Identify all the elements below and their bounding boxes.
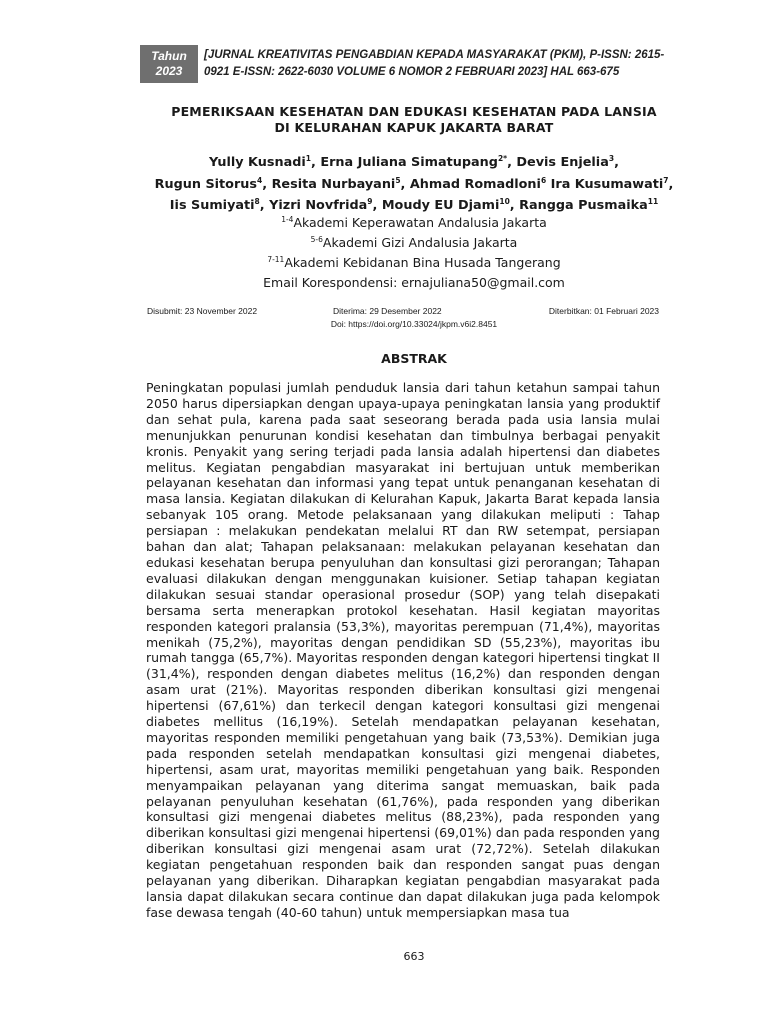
author-line-1: Yully Kusnadi$^1$, Erna Juliana Simatupang$^{2*}$, Devis Enjelia$^3$, <box>209 154 619 170</box>
affiliation <box>120 251 708 271</box>
affiliation <box>120 231 708 251</box>
author-mark: 3 <box>608 154 615 163</box>
author-name: Devis Enjelia <box>516 155 609 170</box>
submission-dates <box>147 306 659 318</box>
author-list <box>120 150 708 215</box>
affiliation-mark: 5-6 <box>310 235 323 244</box>
author-name: Resita Nurbayani <box>271 176 396 192</box>
year-badge <box>140 45 198 83</box>
author-line-3: Iis Sumiyati$^8$, Yizri Novfrida$^9$, Moudy EU Djami$^{10}$, Rangga Pusmaika$^{11}$ <box>169 197 659 213</box>
title-line-1: PEMERIKSAAN KESEHATAN DAN EDUKASI KESEHATAN PADA LANSIA <box>171 104 657 119</box>
author-name: Yully Kusnadi <box>209 155 306 170</box>
author-mark: 5 <box>395 175 401 185</box>
submitted-date: Disubmit: 23 November 2022 <box>147 306 258 316</box>
author-name: Ahmad Romadloni <box>409 176 541 192</box>
year-value: 2023 <box>155 64 183 78</box>
author-name: Yizri Novfrida <box>269 198 368 213</box>
affiliation-mark: 1-4 <box>281 215 294 224</box>
affiliation-name: Akademi Kebidanan Bina Husada Tangerang <box>284 255 561 270</box>
author-line-2: Rugun Sitorus$^4$, Resita Nurbayani$^5$, Ahmad Romadloni$^6$ Ira Kusumawati$^7$, <box>154 175 674 192</box>
doi-link[interactable]: Doi: https://doi.org/10.33024/jkpm.v6i2.8451 <box>330 319 498 329</box>
accepted-date: Diterima: 29 Desember 2022 <box>333 306 442 316</box>
author-name: Rugun Sitorus <box>154 176 258 192</box>
affiliation-name: Akademi Gizi Andalusia Jakarta <box>322 235 518 250</box>
published-date: Diterbitkan: 01 Februari 2023 <box>548 306 659 316</box>
author-name: Rangga Pusmaika <box>519 198 648 213</box>
affiliation-mark: 7-11 <box>267 255 285 264</box>
author-mark: 11 <box>647 197 659 206</box>
abstract-body: Peningkatan populasi jumlah penduduk lansia dari tahun ketahun sampai tahun 2050 harus dipersiapkan dengan upaya-upaya peningkatan lansia yang produktif dan sehat pula, karena pada saat seseorang berada pada usia lansia mulai menunjukkan penurunan kondisi kesehatan dan timbulnya berbagai penyakit kronis. Penyakit yang sering terjadi pada lansia adalah hipertensi dan diabetes melitus. Kegiatan pengabdian masyarakat ini bertujuan untuk memberikan pelayanan kesehatan dan informasi yang tepat untuk penanganan kesehatan di masa lansia. Kegiatan dilakukan di Kelurahan Kapuk, Jakarta Barat kepada lansia sebanyak 105 orang. Metode pelaksanaan yang dilakukan meliputi : Tahap persiapan : melakukan pendekatan melalui RT dan RW setempat, persiapan bahan dan alat; Tahapan pelaksanaan: melakukan pelayanan kesehatan dan edukasi kesehatan berupa penyuluhan dan konsultasi gizi perorangan; Tahapan evaluasi dilakukan dengan menggunakan kuisioner. Setiap tahapan kegiatan dilakukan sesuai standar operasional prosedur (SOP) yang telah disepakati bersama serta menerapkan protokol kesehatan. Hasil kegiatan mayoritas responden kategori pralansia (53,3%), mayoritas perempuan (71,4%), mayoritas menikah (75,2%), mayoritas dengan pendidikan SD (55,23%), mayoritas ibu rumah tangga (65,7%). Mayoritas responden dengan kategori hipertensi tingkat II (31,4%), responden dengan diabetes melitus (16,2%) dan responden dengan asam urat (21%). Mayoritas responden diberikan konsultasi gizi mengenai hipertensi (67,61%) dan terkecil dengan kategori konsultasi gizi mengenai diabetes mellitus (16,19%). Setelah mendapatkan pelayanan kesehatan, mayoritas responden memiliki pengetahuan yang baik (73,53%). Demikian juga pada responden setelah mendapatkan konsultasi gizi mengenai diabetes, hipertensi, asam urat, mayoritas memiliki pengetahuan yang baik. Responden menyampaikan pelayanan yang diterima sangat memuaskan, baik pada pelayanan penyuluhan kesehatan (61,76%), pada responden yang diberikan konsultasi gizi mengenai diabetes melitus (88,23%), pada responden yang diberikan konsultasi gizi mengenai hipertensi (69,01%) dan pada responden yang diberikan konsultasi gizi mengenai asam urat (72,72%). Setelah dilakukan kegiatan pengetahuan responden baik dan responden sangat puas dengan pelayanan yang diberikan. Diharapkan kegiatan pengabdian masyarakat pada lansia dapat dilakukan secara continue dan dapat dilakukan juga pada kelompok fase dewasa tengah (40-60 tahun) untuk mempersiapkan masa tua <box>146 380 660 920</box>
affiliation-list <box>120 211 708 271</box>
journal-header <box>140 45 680 83</box>
author-name: Iis Sumiyati <box>169 198 255 213</box>
author-name: Moudy EU Djami <box>381 198 500 213</box>
author-mark: 8 <box>254 197 260 206</box>
affiliation-name: Akademi Keperawatan Andalusia Jakarta <box>293 215 547 230</box>
year-label: Tahun <box>151 49 187 63</box>
correspondence-email: Email Korespondensi: ernajuliana50@gmail.com <box>263 275 565 290</box>
author-mark: 4 <box>257 175 263 185</box>
author-mark: 7 <box>663 175 669 185</box>
author-mark: 9 <box>367 197 373 206</box>
title-line-2: DI KELURAHAN KAPUK JAKARTA BARAT <box>274 120 554 135</box>
author-name: Ira Kusumawati <box>550 176 664 192</box>
author-mark: 1 <box>305 154 311 163</box>
author-mark: 6 <box>540 175 547 185</box>
author-mark: 10 <box>499 197 510 206</box>
paper-title <box>120 104 708 136</box>
journal-citation: [JURNAL KREATIVITAS PENGABDIAN KEPADA MASYARAKAT (PKM), P-ISSN: 2615-0921 E-ISSN: 2622-6030 VOLUME 6 NOMOR 2 FEBRUARI 2023] HAL 663-675 <box>204 49 665 78</box>
abstract-heading: ABSTRAK <box>381 351 447 366</box>
affiliation <box>120 211 708 231</box>
author-name: Erna Juliana Simatupang <box>320 155 498 170</box>
page-number: 663 <box>403 950 425 963</box>
author-mark: 2* <box>497 154 508 163</box>
